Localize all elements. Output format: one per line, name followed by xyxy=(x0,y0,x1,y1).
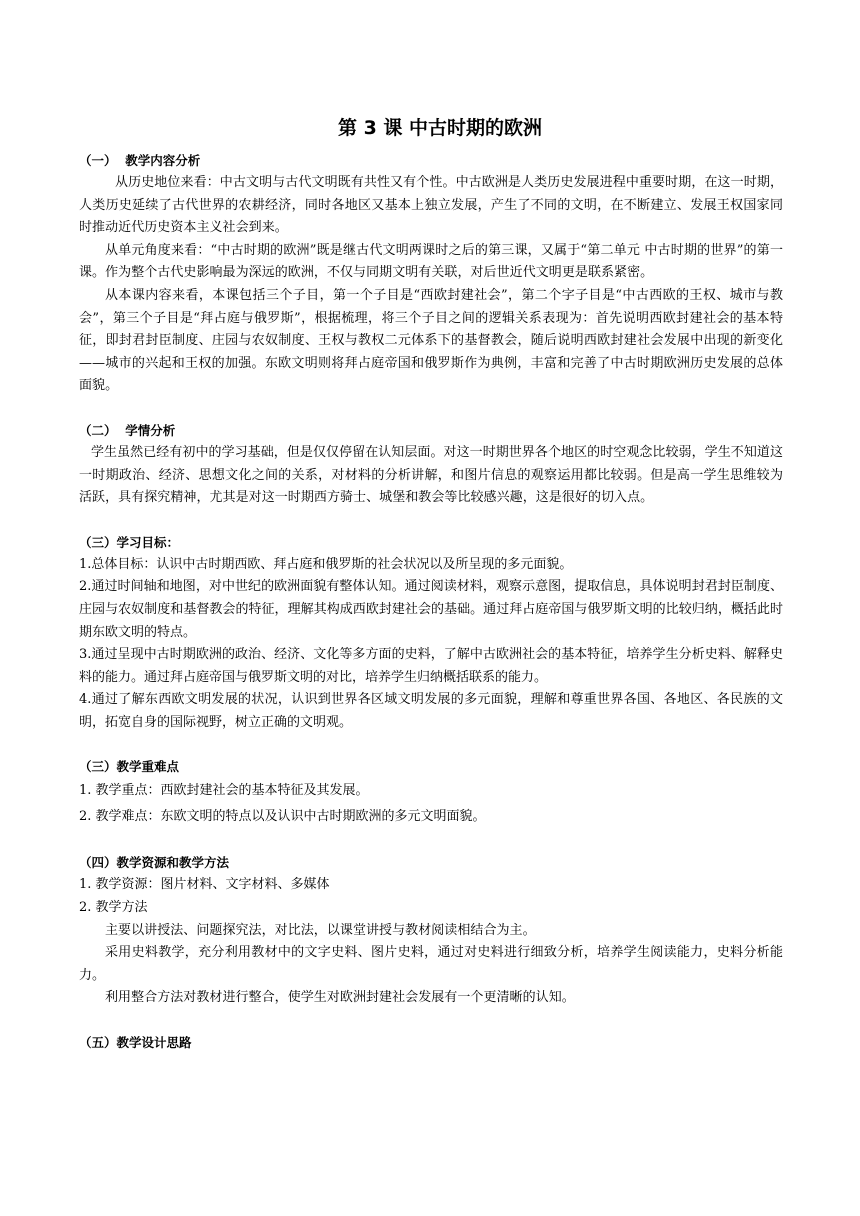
paragraph: 学生虽然已经有初中的学习基础，但是仅仅停留在认知层面。对这一时期世界各个地区的时空观念比较弱，学生不知道这一时期政治、经济、思想文化之间的关系，对材料的分析讲解，和图片信息的观察运用都比较弱。但是高一学生思维较为活跃，具有探究精神，尤其是对这一时期西方骑士、城堡和教会等比较感兴趣，这是很好的切入点。 xyxy=(79,444,783,506)
section-heading: （二） 学情分析 xyxy=(79,422,176,438)
paragraph: 从单元角度来看：“中古时期的欧洲”既是继古代文明两课时之后的第三课，又属于“第二单元 中古时期的世界”的第一课。作为整个古代史影响最为深远的欧洲，不仅与同期文明有关联，对后世近代文明更是联系紧密。 xyxy=(79,242,783,281)
list-item: 3.通过呈现中古时期欧洲的政治、经济、文化等多方面的史料，了解中古欧洲社会的基本特征，培养学生分析史料、解释史料的能力。通过拜占庭帝国与俄罗斯文明的对比，培养学生归纳概括联系的能力。 xyxy=(79,647,783,685)
section-content-analysis xyxy=(79,150,783,398)
document-page xyxy=(79,112,783,1054)
section-resources-methods xyxy=(79,852,783,1010)
paragraph: 从历史地位来看：中古文明与古代文明既有共性又有个性。中古欧洲是人类历史发展进程中重要时期，在这一时期，人类历史延续了古代世界的农耕经济，同时各地区又基本上独立发展，产生了不同的文明，在不断建立、发展王权国家同时推动近代历史资本主义社会到来。 xyxy=(79,175,783,236)
section-design-ideas xyxy=(79,1032,783,1054)
section-learner-analysis xyxy=(79,420,783,510)
list-item: 2.通过时间轴和地图，对中世纪的欧洲面貌有整体认知。通过阅读材料，观察示意图，提取信息，具体说明封君封臣制度、庄园与农奴制度和基督教会的特征，理解其构成西欧封建社会的基础。通过拜占庭帝国与俄罗斯文明的比较归纳，概括此时期东欧文明的特点。 xyxy=(79,579,783,640)
paragraph: 从本课内容来看，本课包括三个子目，第一个子目是“西欧封建社会”，第二个字子目是“中古西欧的王权、城市与教会”，第三个子目是“拜占庭与俄罗斯”，根据梳理，将三个子目之间的逻辑关系表现为：首先说明西欧封建社会的基本特征，即封君封臣制度、庄园与农奴制度、王权与教权二元体系下的基督教会，随后说明西欧封建社会发展中出现的新变化——城市的兴起和王权的加强。东欧文明则将拜占庭帝国和俄罗斯作为典例，丰富和完善了中古时期欧洲历史发展的总体面貌。 xyxy=(79,287,783,394)
section-heading: （三）教学重难点 xyxy=(79,759,180,775)
paragraph: 采用史料教学，充分利用教材中的文字史料、图片史料，通过对史料进行细致分析，培养学生阅读能力，史料分析能力。 xyxy=(79,945,783,983)
paragraph: 利用整合方法对教材进行整合，使学生对欧洲封建社会发展有一个更清晰的认知。 xyxy=(105,990,575,1006)
section-heading: （一） 教学内容分析 xyxy=(79,153,201,168)
list-item: 1. 教学重点：西欧封建社会的基本特征及其发展。 xyxy=(79,783,369,799)
section-learning-goals xyxy=(79,532,783,735)
list-item: 2. 教学方法 xyxy=(79,900,148,916)
page-title: 第 3 课 中古时期的欧洲 xyxy=(337,117,543,139)
paragraph: 主要以讲授法、问题探究法，对比法，以课堂讲授与教材阅读相结合为主。 xyxy=(105,922,536,938)
section-key-points xyxy=(79,756,783,830)
list-item: 1.总体目标：认识中古时期西欧、拜占庭和俄罗斯的社会状况以及所呈现的多元面貌。 xyxy=(79,556,573,572)
section-heading: （三）学习目标： xyxy=(79,534,180,550)
list-item: 4.通过了解东西欧文明发展的状况，认识到世界各区域文明发展的多元面貌，理解和尊重世界各国、各地区、各民族的文明，拓宽自身的国际视野，树立正确的文明观。 xyxy=(79,692,783,730)
section-heading: （五）教学设计思路 xyxy=(79,1035,192,1051)
section-heading: （四）教学资源和教学方法 xyxy=(79,855,230,871)
list-item: 2. 教学难点：东欧文明的特点以及认识中古时期欧洲的多元文明面貌。 xyxy=(79,809,486,825)
list-item: 1. 教学资源：图片材料、文字材料、多媒体 xyxy=(79,877,330,893)
